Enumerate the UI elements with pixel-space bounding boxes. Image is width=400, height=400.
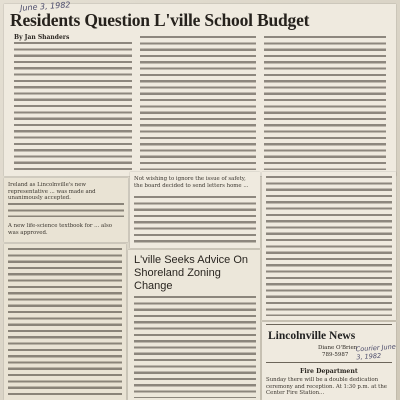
handwritten-date: June 3, 1982 — [19, 0, 71, 13]
masthead-top-rule — [266, 324, 392, 325]
masthead-title: Lincolnville News — [268, 330, 356, 342]
ireland-note-text: Ireland as Lincolnville's new representative ... was made and unanimously accepted. — [8, 182, 96, 202]
shoreland-article-text — [134, 296, 256, 398]
main-byline: By Jan Shanders — [14, 34, 70, 41]
main-article-col1-text — [14, 42, 132, 170]
school-safety-text: Not wishing to ignore the issue of safety, the board decided to send letters home ... — [134, 176, 249, 189]
textbook-note-text: A new life-science textbook for ... also was approved. — [8, 223, 112, 236]
school-safety-more-text — [134, 196, 256, 244]
shoreland-headline: L'ville Seeks Advice On Shoreland Zoning Change — [134, 254, 248, 292]
left-column-text — [8, 248, 122, 396]
main-article-col2-text — [140, 36, 256, 170]
ireland-note-more-text — [8, 203, 124, 217]
masthead-bottom-rule — [266, 362, 392, 363]
fire-dept-text: Sunday there will be a double dedication ceremony and reception. At 1:30 p.m. at the Center Fire Station... — [266, 377, 387, 397]
masthead-phone: 789-5987 — [322, 352, 349, 358]
budget-continuation-text — [266, 176, 392, 316]
fire-dept-heading: Fire Department — [300, 368, 358, 375]
masthead-handwritten-date: Courier June 3, 1982 — [355, 342, 396, 362]
main-headline: Residents Question L'ville School Budget — [10, 10, 310, 30]
main-article-col3-text — [264, 36, 386, 170]
masthead-contact: Diane O'Brien — [318, 345, 358, 351]
